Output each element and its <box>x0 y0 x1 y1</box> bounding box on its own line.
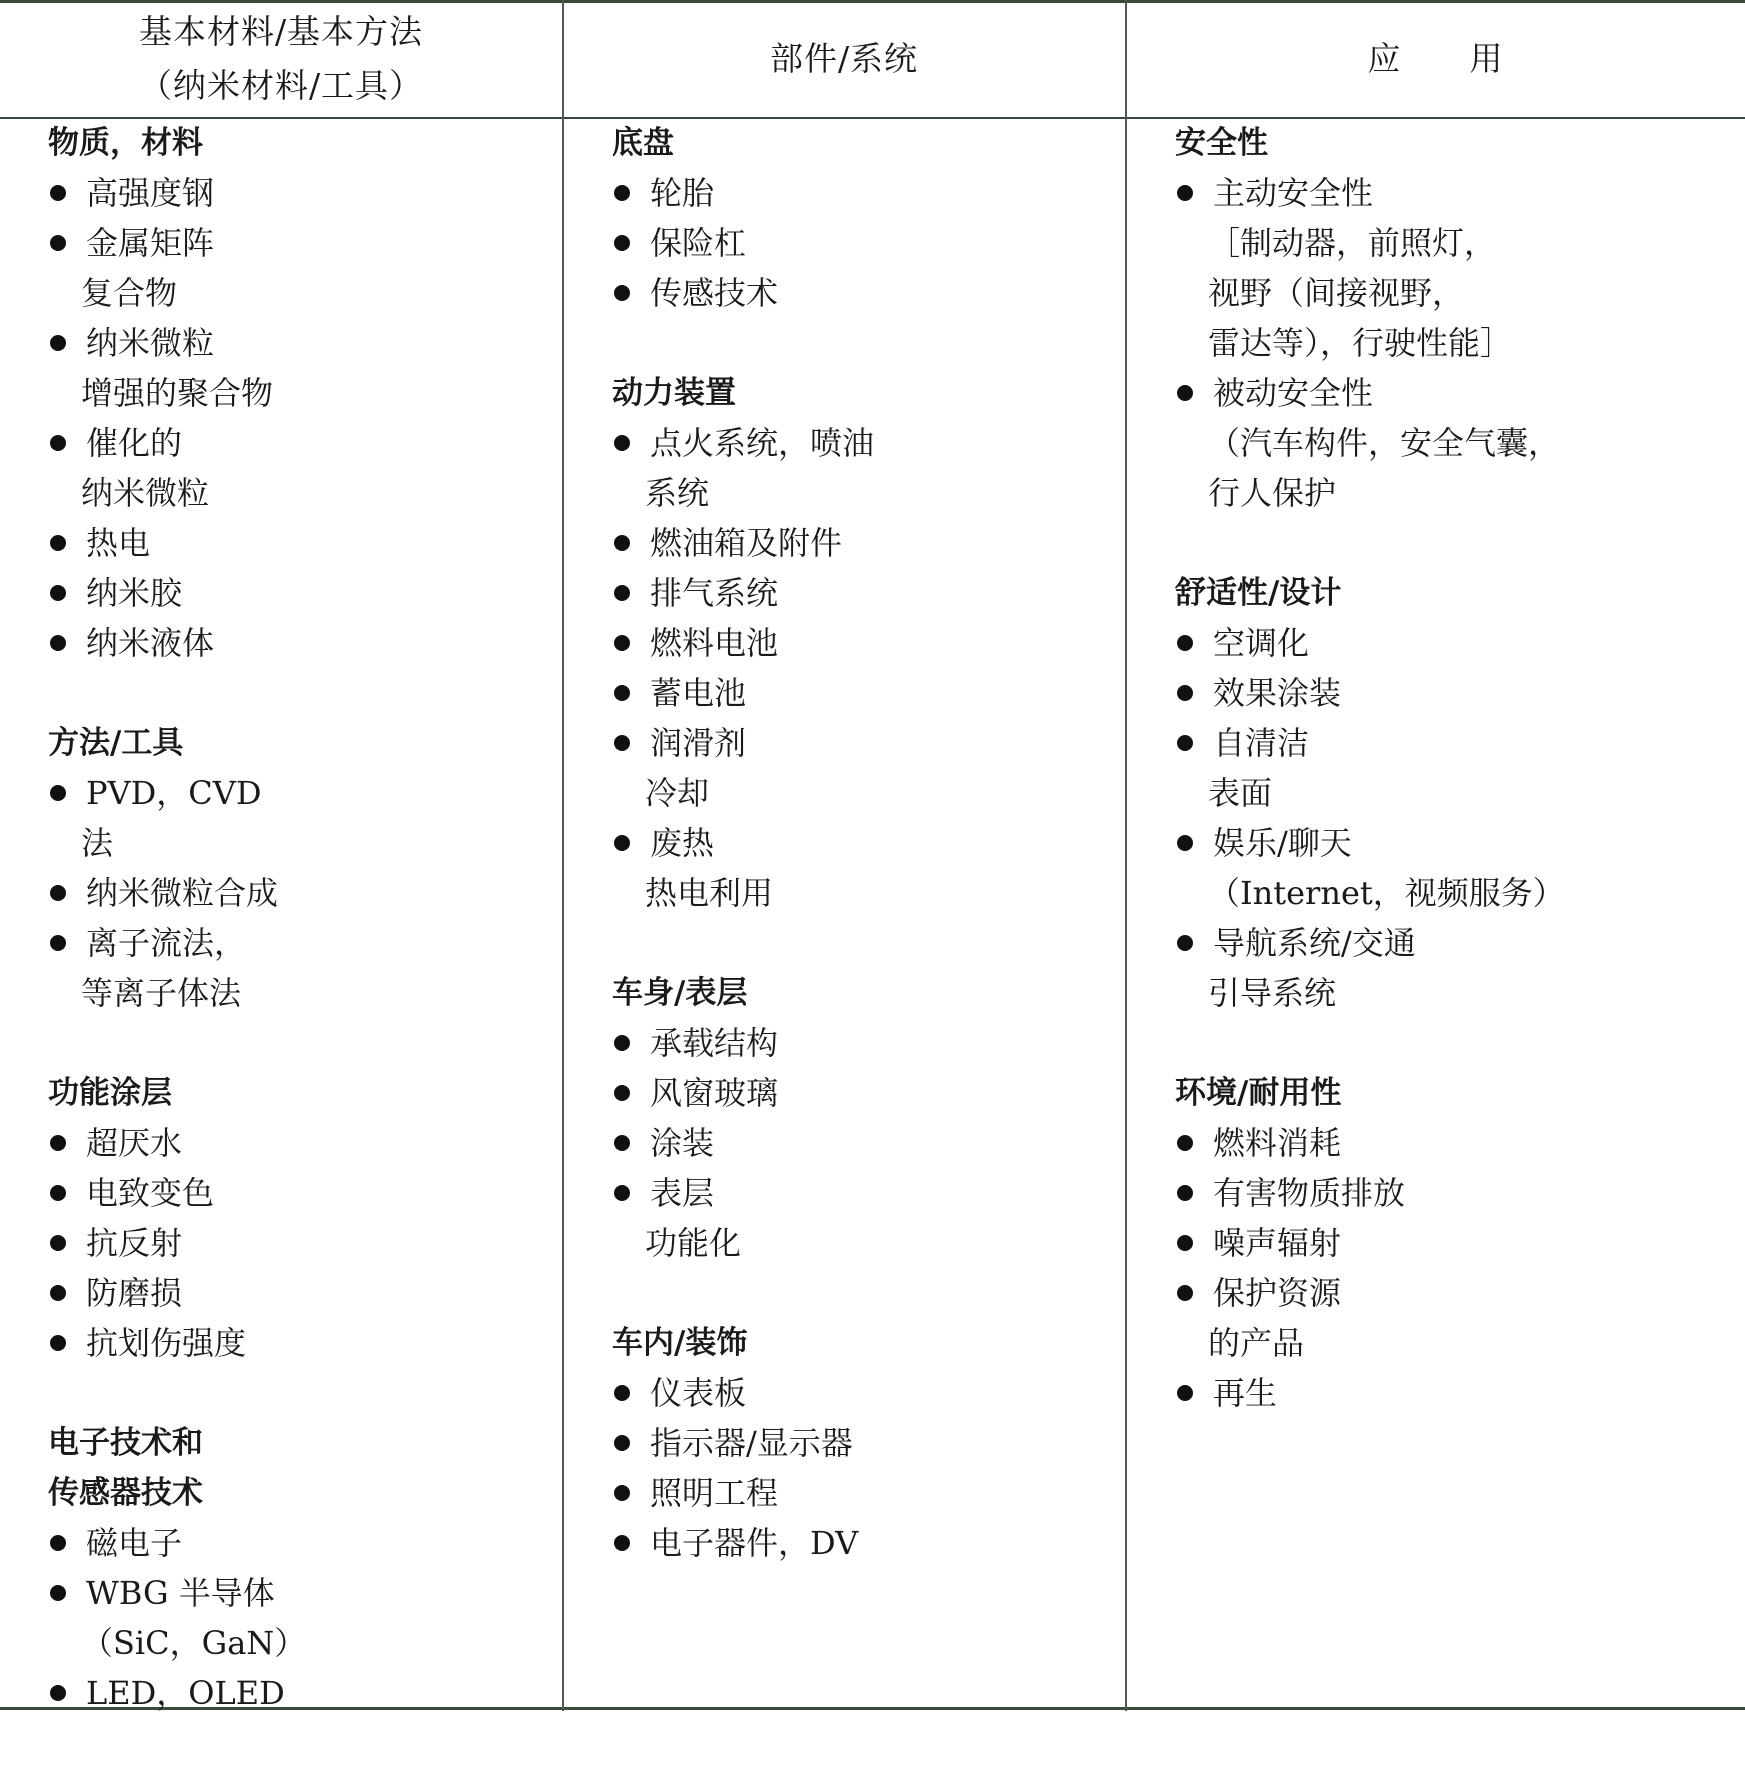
bullet-icon <box>614 1085 630 1101</box>
list-item-text: 点火系统，喷油 <box>650 424 875 462</box>
list-item-text: 金属矩阵 <box>86 224 215 262</box>
section <box>1175 118 1565 518</box>
bullet-icon <box>1177 185 1193 201</box>
list-item <box>48 1318 306 1368</box>
list-item-text: 排气系统 <box>650 574 779 612</box>
list-item-text: （汽车构件，安全气囊， <box>1208 424 1561 462</box>
list-item-text: 抗反射 <box>86 1224 183 1262</box>
bullet-icon <box>614 1135 630 1151</box>
bullet-icon <box>50 1535 66 1551</box>
list-item-text: 自清洁 <box>1213 724 1310 762</box>
list-item <box>612 1368 874 1418</box>
bullet-icon <box>614 735 630 751</box>
list-item-text: 再生 <box>1213 1374 1278 1412</box>
section-title: 传感器技术 <box>48 1475 203 1511</box>
header-applications <box>1126 0 1745 118</box>
list-item <box>1175 368 1565 518</box>
column-applications <box>1175 118 1565 1468</box>
list-item-text: 行人保护 <box>1208 474 1337 512</box>
list-item <box>48 868 306 918</box>
list-item <box>612 668 874 718</box>
list-item <box>48 1518 306 1568</box>
list-item-text: 有害物质排放 <box>1213 1174 1406 1212</box>
list-item-text: 电致变色 <box>86 1174 215 1212</box>
bullet-icon <box>1177 1185 1193 1201</box>
bullet-icon <box>1177 635 1193 651</box>
list-item-text: 功能化 <box>645 1224 742 1262</box>
list-item <box>1175 718 1565 818</box>
section <box>48 718 306 1018</box>
list-item-text: 增强的聚合物 <box>81 374 274 412</box>
list-item <box>48 768 306 868</box>
column-divider-2 <box>1125 0 1127 1711</box>
list-item <box>48 518 306 568</box>
bullet-icon <box>1177 835 1193 851</box>
bullet-icon <box>50 185 66 201</box>
list-item <box>612 1118 874 1168</box>
bullet-icon <box>1177 735 1193 751</box>
bullet-icon <box>1177 1285 1193 1301</box>
list-item-text: 效果涂装 <box>1213 674 1342 712</box>
bullet-icon <box>614 185 630 201</box>
list-item <box>612 618 874 668</box>
bullet-icon <box>1177 385 1193 401</box>
list-item <box>1175 1118 1565 1168</box>
bullet-icon <box>50 235 66 251</box>
list-item-text: 保险杠 <box>650 224 747 262</box>
section-title: 电子技术和 <box>48 1425 203 1461</box>
list-item-text: 的产品 <box>1208 1324 1305 1362</box>
bullet-icon <box>50 1135 66 1151</box>
bullet-icon <box>614 1535 630 1551</box>
bullet-icon <box>50 1335 66 1351</box>
list-item-text: 法 <box>81 824 114 862</box>
list-item <box>612 1468 874 1518</box>
list-item <box>612 1068 874 1118</box>
bullet-icon <box>50 435 66 451</box>
header-components-label: 部件/系统 <box>769 39 919 78</box>
list-item-text: 被动安全性 <box>1213 374 1374 412</box>
list-item-text: 离子流法， <box>86 924 247 962</box>
list-item-text: 轮胎 <box>650 174 715 212</box>
bullet-icon <box>614 1485 630 1501</box>
section-title: 方法/工具 <box>48 725 184 761</box>
list-item-text: 引导系统 <box>1208 974 1337 1012</box>
bullet-icon <box>614 585 630 601</box>
list-item <box>612 218 874 268</box>
list-item-text: （SiC，GaN） <box>81 1624 307 1662</box>
list-item <box>612 418 874 518</box>
bullet-icon <box>50 1285 66 1301</box>
list-item-text: 超厌水 <box>86 1124 183 1162</box>
list-item <box>48 318 306 418</box>
list-item <box>612 568 874 618</box>
bullet-icon <box>614 1185 630 1201</box>
bullet-icon <box>50 1685 66 1701</box>
section-title: 车内/装饰 <box>612 1325 748 1361</box>
list-item <box>1175 618 1565 668</box>
section-title: 安全性 <box>1175 125 1268 161</box>
list-item <box>1175 818 1565 918</box>
list-item <box>48 1118 306 1168</box>
list-item <box>48 418 306 518</box>
section-title: 物质，材料 <box>48 125 203 161</box>
list-item <box>612 1018 874 1068</box>
list-item-text: 燃油箱及附件 <box>650 524 843 562</box>
list-item <box>48 1218 306 1268</box>
list-item-text: 废热 <box>650 824 715 862</box>
section-title: 舒适性/设计 <box>1175 575 1342 611</box>
list-item-text: 热电 <box>86 524 151 562</box>
list-item <box>612 168 874 218</box>
bullet-icon <box>614 1035 630 1051</box>
list-item-text: 纳米微粒 <box>81 474 210 512</box>
bullet-icon <box>614 285 630 301</box>
section <box>612 118 874 318</box>
list-item <box>612 1518 874 1568</box>
list-item <box>612 718 874 818</box>
list-item-text: 保护资源 <box>1213 1274 1342 1312</box>
list-item <box>48 618 306 668</box>
list-item-text: 系统 <box>645 474 710 512</box>
section <box>48 1068 306 1368</box>
list-item-text: PVD，CVD <box>86 774 262 812</box>
list-item <box>1175 168 1565 368</box>
bullet-icon <box>50 885 66 901</box>
list-item-text: 燃料电池 <box>650 624 779 662</box>
list-item-text: 主动安全性 <box>1213 174 1374 212</box>
header-materials <box>0 0 562 118</box>
list-item-text: 等离子体法 <box>81 974 242 1012</box>
bullet-icon <box>614 1385 630 1401</box>
list-item-text: 防磨损 <box>86 1274 183 1312</box>
list-item <box>612 518 874 568</box>
list-item-text: 雷达等），行驶性能］ <box>1208 324 1513 362</box>
list-item <box>1175 668 1565 718</box>
bullet-icon <box>614 235 630 251</box>
bullet-icon <box>50 335 66 351</box>
header-applications-label: 应 用 <box>1367 39 1504 78</box>
section <box>1175 568 1565 1018</box>
list-item-text: 噪声辐射 <box>1213 1224 1342 1262</box>
list-item <box>612 1168 874 1268</box>
list-item <box>1175 918 1565 1018</box>
list-item-text: WBG 半导体 <box>86 1574 275 1612</box>
list-item-text: 纳米微粒 <box>86 324 215 362</box>
list-item <box>612 818 874 918</box>
bullet-icon <box>50 1585 66 1601</box>
column-divider-1 <box>562 0 564 1711</box>
bullet-icon <box>614 1435 630 1451</box>
header-materials-line1: 基本材料/基本方法 <box>138 12 424 51</box>
list-item-text: 磁电子 <box>86 1524 183 1562</box>
list-item-text: LED，OLED <box>86 1674 285 1712</box>
list-item <box>1175 1268 1565 1368</box>
bullet-icon <box>50 1235 66 1251</box>
list-item-text: 表层 <box>650 1174 715 1212</box>
list-item <box>1175 1168 1565 1218</box>
list-item-text: （Internet，视频服务） <box>1208 874 1565 912</box>
list-item-text: 电子器件，DV <box>650 1524 859 1562</box>
column-materials <box>48 118 306 1768</box>
list-item <box>48 918 306 1018</box>
section-title: 环境/耐用性 <box>1175 1075 1342 1111</box>
list-item-text: 照明工程 <box>650 1474 779 1512</box>
section <box>612 968 874 1268</box>
list-item-text: 燃料消耗 <box>1213 1124 1342 1162</box>
list-item-text: 高强度钢 <box>86 174 215 212</box>
list-item-text: 涂装 <box>650 1124 715 1162</box>
list-item-text: 蓄电池 <box>650 674 747 712</box>
list-item-text: 导航系统/交通 <box>1213 924 1416 962</box>
list-item-text: 传感技术 <box>650 274 779 312</box>
section <box>1175 1068 1565 1418</box>
list-item-text: 仪表板 <box>650 1374 747 1412</box>
list-item <box>48 1168 306 1218</box>
bullet-icon <box>614 685 630 701</box>
list-item-text: ［制动器，前照灯， <box>1208 224 1497 262</box>
list-item-text: 润滑剂 <box>650 724 747 762</box>
list-item-text: 风窗玻璃 <box>650 1074 779 1112</box>
list-item <box>612 1418 874 1468</box>
bullet-icon <box>50 535 66 551</box>
bullet-icon <box>614 835 630 851</box>
list-item-text: 视野（间接视野， <box>1208 274 1465 312</box>
section <box>612 368 874 918</box>
section <box>612 1318 874 1568</box>
header-components <box>563 0 1125 118</box>
bullet-icon <box>1177 935 1193 951</box>
list-item-text: 纳米胶 <box>86 574 183 612</box>
bullet-icon <box>1177 1235 1193 1251</box>
bullet-icon <box>614 635 630 651</box>
list-item <box>1175 1368 1565 1418</box>
bullet-icon <box>50 1185 66 1201</box>
list-item-text: 热电利用 <box>645 874 774 912</box>
list-item-text: 复合物 <box>81 274 178 312</box>
section <box>48 118 306 668</box>
list-item-text: 纳米液体 <box>86 624 215 662</box>
list-item-text: 纳米微粒合成 <box>86 874 279 912</box>
header-materials-line2: （纳米材料/工具） <box>138 66 424 105</box>
list-item-text: 催化的 <box>86 424 183 462</box>
list-item <box>612 268 874 318</box>
list-item-text: 指示器/显示器 <box>650 1424 853 1462</box>
list-item <box>48 168 306 218</box>
list-item-text: 空调化 <box>1213 624 1310 662</box>
list-item-text: 抗划伤强度 <box>86 1324 247 1362</box>
bullet-icon <box>1177 685 1193 701</box>
list-item-text: 冷却 <box>645 774 710 812</box>
list-item <box>48 568 306 618</box>
list-item <box>1175 1218 1565 1268</box>
bullet-icon <box>614 435 630 451</box>
list-item-text: 承载结构 <box>650 1024 779 1062</box>
list-item <box>48 1268 306 1318</box>
section-title: 车身/表层 <box>612 975 748 1011</box>
section <box>48 1418 306 1718</box>
list-item-text: 娱乐/聊天 <box>1213 824 1352 862</box>
section-title: 底盘 <box>612 125 674 161</box>
bullet-icon <box>50 585 66 601</box>
list-item <box>48 218 306 318</box>
section-title: 功能涂层 <box>48 1075 172 1111</box>
bullet-icon <box>50 785 66 801</box>
bullet-icon <box>614 535 630 551</box>
column-components <box>612 118 874 1618</box>
bullet-icon <box>50 635 66 651</box>
list-item <box>48 1568 306 1668</box>
bullet-icon <box>1177 1135 1193 1151</box>
list-item-text: 表面 <box>1208 774 1273 812</box>
section-title: 动力装置 <box>612 375 736 411</box>
bullet-icon <box>50 935 66 951</box>
bullet-icon <box>1177 1385 1193 1401</box>
